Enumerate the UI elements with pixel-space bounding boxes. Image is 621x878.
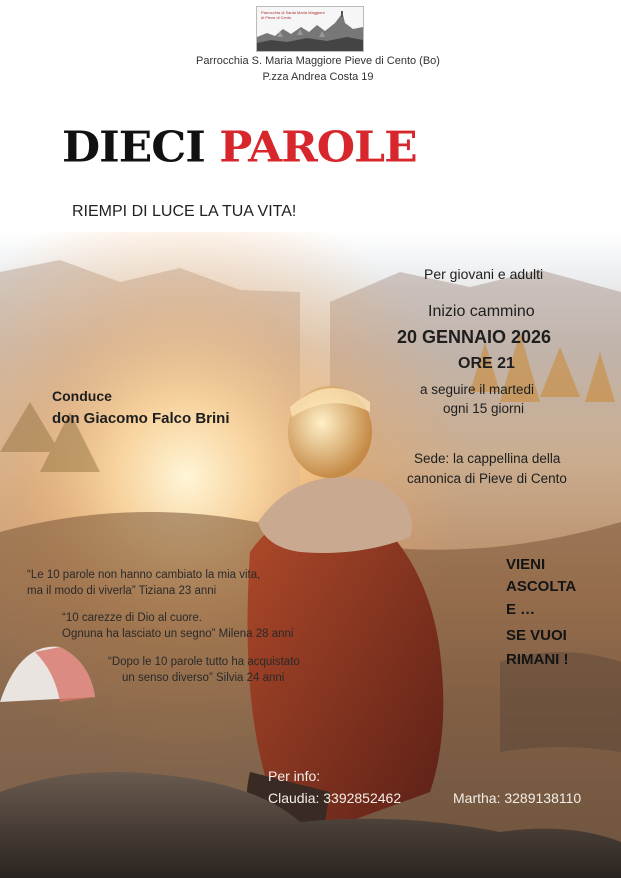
cta-line1: VIENI [506, 556, 546, 573]
venue-line2: canonica di Pieve di Cento [407, 471, 567, 486]
testimonial-3-line2: un senso diverso” Silvia 24 anni [122, 672, 285, 684]
cta-line3: E … [506, 601, 536, 618]
contact-claudia: Claudia: 3392852462 [268, 790, 402, 806]
parish-address: P.zza Andrea Costa 19 [262, 71, 374, 83]
logo-text-line1: Parrocchia di Santa Maria Maggiore [261, 10, 325, 15]
title-word-parole: PAROLE [219, 123, 417, 172]
cta-line4: SE VUOI [506, 627, 567, 644]
logo-text-line2: di Pieve di Cento [261, 15, 292, 20]
frequency-line2: ogni 15 giorni [443, 401, 525, 416]
contact-martha: Martha: 3289138110 [453, 790, 582, 806]
title-word-dieci: DIECI [62, 123, 205, 172]
leader-name: don Giacomo Falco Brini [52, 410, 230, 427]
frequency-line1: a seguire il martedi [420, 382, 535, 397]
event-time: ORE 21 [458, 355, 515, 372]
testimonial-1-line1: “Le 10 parole non hanno cambiato la mia vita, [27, 569, 261, 581]
cta-line2: ASCOLTA [506, 578, 577, 595]
testimonial-1-line2: ma il modo di viverla” Tiziana 23 anni [27, 585, 217, 597]
parish-church-logo-icon [256, 6, 364, 52]
parish-name: Parrocchia S. Maria Maggiore Pieve di Cento (Bo) [196, 55, 440, 67]
venue-line1: Sede: la cappellina della [414, 451, 561, 466]
subtitle: RIEMPI DI LUCE LA TUA VITA! [72, 203, 297, 220]
event-date: 20 GENNAIO 2026 [397, 327, 552, 347]
testimonial-2-line2: Ognuna ha lasciato un segno” Milena 28 anni [62, 628, 294, 640]
audience-text: Per giovani e adulti [424, 266, 544, 282]
start-label: Inizio cammino [428, 303, 535, 320]
testimonial-2-line1: “10 carezze di Dio al cuore. [62, 612, 202, 624]
page-title [62, 123, 417, 171]
leader-label: Conduce [52, 388, 112, 404]
cta-line5: RIMANI ! [506, 651, 569, 668]
info-label: Per info: [268, 768, 321, 784]
testimonial-3-line1: “Dopo le 10 parole tutto ha acquistato [108, 656, 300, 668]
